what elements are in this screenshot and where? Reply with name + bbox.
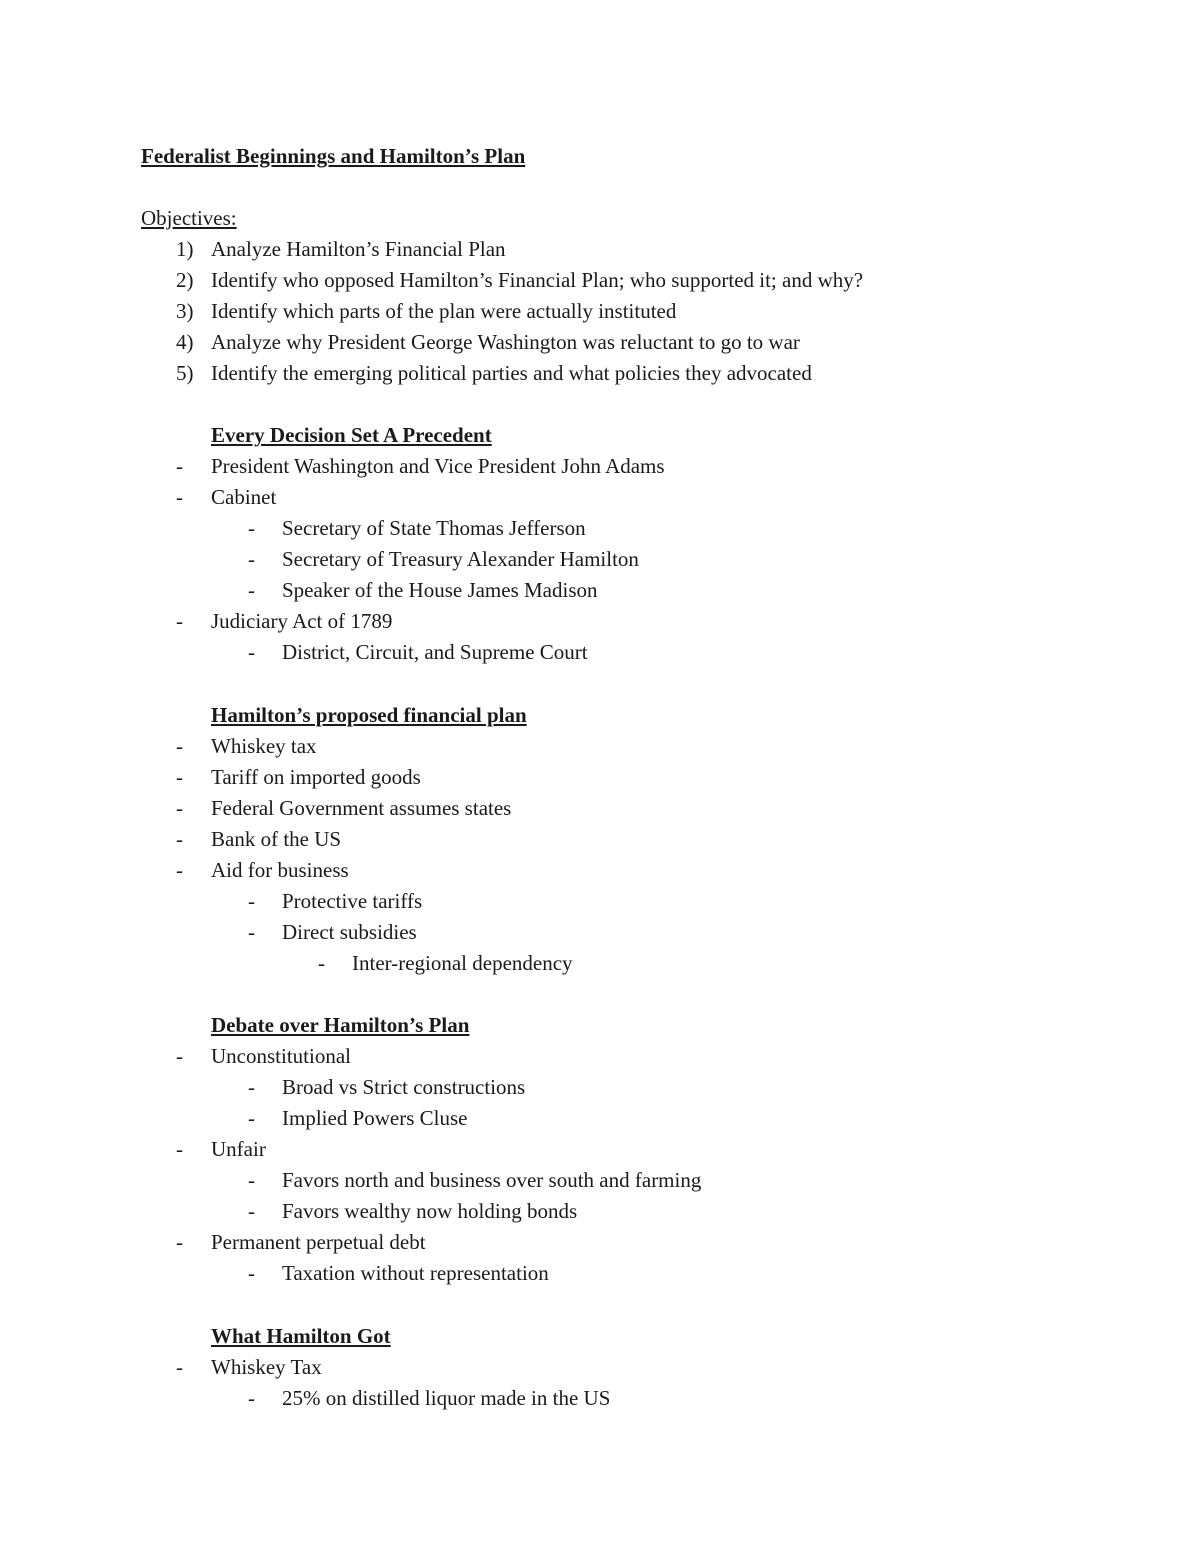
bullet-dash: - [176, 1044, 183, 1068]
objective-number: 2) [176, 268, 194, 292]
list-item-text: Speaker of the House James Madison [282, 578, 598, 602]
list-item-text: Inter-regional dependency [352, 951, 573, 975]
bullet-dash: - [248, 1168, 255, 1192]
list-item-text: 25% on distilled liquor made in the US [282, 1386, 611, 1410]
bullet-dash: - [176, 796, 183, 820]
bullet-dash: - [176, 1355, 183, 1379]
bullet-dash: - [318, 951, 325, 975]
bullet-dash: - [248, 1199, 255, 1223]
objective-text: Identify who opposed Hamilton’s Financial Plan; who supported it; and why? [211, 268, 864, 292]
bullet-dash: - [248, 1386, 255, 1410]
bullet-dash: - [176, 485, 183, 509]
list-item-text: Secretary of Treasury Alexander Hamilton [282, 547, 639, 571]
list-item-text: Federal Government assumes states [211, 796, 512, 820]
objective-number: 5) [176, 361, 194, 385]
bullet-dash: - [176, 1230, 183, 1254]
bullet-dash: - [248, 547, 255, 571]
objectives-label: Objectives: [141, 206, 237, 230]
list-item-text: Permanent perpetual debt [211, 1230, 426, 1254]
section-heading-text: What Hamilton Got [211, 1324, 391, 1348]
list-item-text: Tariff on imported goods [211, 765, 421, 789]
objective-number: 1) [176, 237, 194, 261]
bullet-dash: - [176, 858, 183, 882]
list-item-text: Taxation without representation [282, 1261, 549, 1285]
list-item-text: Unfair [211, 1137, 266, 1161]
bullet-dash: - [176, 609, 183, 633]
bullet-dash: - [248, 640, 255, 664]
list-item-text: Broad vs Strict constructions [282, 1075, 526, 1099]
list-item-text: President Washington and Vice President John Adams [211, 454, 665, 478]
bullet-dash: - [176, 827, 183, 851]
list-item-text: Favors wealthy now holding bonds [282, 1199, 578, 1223]
objective-text: Analyze why President George Washington was reluctant to go to war [211, 330, 800, 354]
bullet-dash: - [248, 1106, 255, 1130]
list-item-text: Cabinet [211, 485, 277, 509]
list-item-text: Implied Powers Cluse [282, 1106, 468, 1130]
list-item-text: Direct subsidies [282, 920, 417, 944]
bullet-dash: - [248, 516, 255, 540]
objective-text: Identify the emerging political parties and what policies they advocated [211, 361, 812, 385]
objective-text: Analyze Hamilton’s Financial Plan [211, 237, 506, 261]
list-item-text: District, Circuit, and Supreme Court [282, 640, 588, 664]
list-item-text: Protective tariffs [282, 889, 423, 913]
objective-number: 3) [176, 299, 194, 323]
objective-number: 4) [176, 330, 194, 354]
objective-text: Identify which parts of the plan were actually instituted [211, 299, 677, 323]
bullet-dash: - [248, 889, 255, 913]
list-item-text: Aid for business [211, 858, 349, 882]
bullet-dash: - [176, 1137, 183, 1161]
section-heading-text: Every Decision Set A Precedent [211, 423, 492, 447]
section-heading-text: Debate over Hamilton’s Plan [211, 1013, 470, 1037]
section-heading-text: Hamilton’s proposed financial plan [211, 703, 527, 727]
bullet-dash: - [248, 920, 255, 944]
bullet-dash: - [248, 1261, 255, 1285]
list-item-text: Secretary of State Thomas Jefferson [282, 516, 586, 540]
document-title: Federalist Beginnings and Hamilton’s Plan [141, 144, 526, 168]
list-item-text: Whiskey Tax [211, 1355, 322, 1379]
list-item-text: Whiskey tax [211, 734, 317, 758]
list-item-text: Bank of the US [211, 827, 342, 851]
list-item-text: Favors north and business over south and farming [282, 1168, 702, 1192]
list-item-text: Unconstitutional [211, 1044, 351, 1068]
bullet-dash: - [176, 765, 183, 789]
bullet-dash: - [176, 454, 183, 478]
bullet-dash: - [248, 1075, 255, 1099]
bullet-dash: - [248, 578, 255, 602]
bullet-dash: - [176, 734, 183, 758]
list-item-text: Judiciary Act of 1789 [211, 609, 393, 633]
